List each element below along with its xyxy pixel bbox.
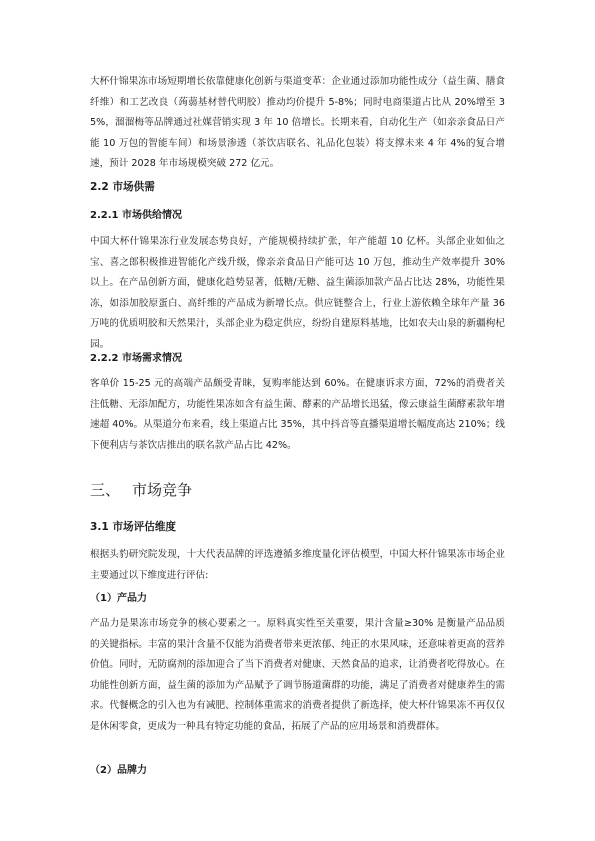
heading-2-2-1: 2.2.1 市场供给情况: [90, 210, 182, 221]
paragraph-intro: 大杯什锦果冻市场短期增长依靠健康化创新与渠道变革：企业通过添加功能性成分（益生菌、膳食纤维）和工艺改良（蒟蒻基材替代明胶）推动均价提升 5-8%；同时电商渠道占比从 20%增至 35%，溜溜梅等品牌通过社媒营销实现 3 年 10 倍增长。长期来看，自动化生产（如亲亲食品日产能 10 万包的智能车间）和场景渗透（茶饮店联名、礼品化包装）将支撑未来 4 年 4%的复合增速，预计 2028 年市场规模突破 272 亿元。: [90, 76, 505, 169]
heading-3-1: 3.1 市场评估维度: [90, 521, 177, 533]
heading-section-3-number: 三、: [90, 481, 121, 499]
heading-brand-power: （2）品牌力: [90, 765, 147, 776]
heading-section-3: [90, 481, 192, 499]
heading-2-2-2: 2.2.2 市场需求情况: [90, 353, 182, 364]
heading-product-power: （1）产品力: [90, 593, 147, 604]
paragraph-evaluation: 根据头豹研究院发现，十大代表品牌的评选遵循多维度量化评估模型，中国大杯什锦果冻市场企业主要通过以下维度进行评估:: [90, 549, 505, 581]
paragraph-supply: 中国大杯什锦果冻行业发展态势良好，产能规模持续扩张，年产能超 10 亿杯。头部企业如仙之宝、喜之郎积极推进智能化产线升级，像亲亲食品日产能可达 10 万包，推动生产效率提升 30%以上。在产品创新方面，健康化趋势显著，低糖/无糖、益生菌添加款产品占比达 28%，功能性果冻，如添加胶原蛋白、高纤维的产品成为新增长点。供应链整合上，行业上游依赖全球年产量 36 万吨的优质明胶和天然果汁，头部企业为稳定供应，纷纷自建原料基地，比如农夫山泉的新疆枸杞园。: [90, 236, 505, 350]
paragraph-demand: 客单价 15-25 元的高端产品颇受青睐，复购率能达到 60%。在健康诉求方面，72%的消费者关注低糖、无添加配方，功能性果冻如含有益生菌、酵素的产品增长迅猛，像云康益生菌酵素款年增速超 40%。从渠道分布来看，线上渠道占比 35%，其中抖音等直播渠道增长幅度高达 210%；线下便利店与茶饮店推出的联名款产品占比 42%。: [90, 378, 506, 451]
paragraph-product-power: 产品力是果冻市场竞争的核心要素之一。原料真实性至关重要，果汁含量≥30% 是衡量产品品质的关键指标。丰富的果汁含量不仅能为消费者带来更浓郁、纯正的水果风味，还意味着更高的营养价值。同时，无防腐剂的添加迎合了当下消费者对健康、天然食品的追求，让消费者吃得放心。在功能性创新方面，益生菌的添加为产品赋予了调节肠道菌群的功能，满足了消费者对健康养生的需求。代餐概念的引入也为有减肥、控制体重需求的消费者提供了新选择，使大杯什锦果冻不再仅仅是休闲零食，更成为一种具有特定功能的食品，拓展了产品的应用场景和消费群体。: [90, 618, 505, 732]
heading-section-3-title: 市场竞争: [132, 481, 193, 499]
heading-2-2: 2.2 市场供需: [90, 181, 155, 193]
